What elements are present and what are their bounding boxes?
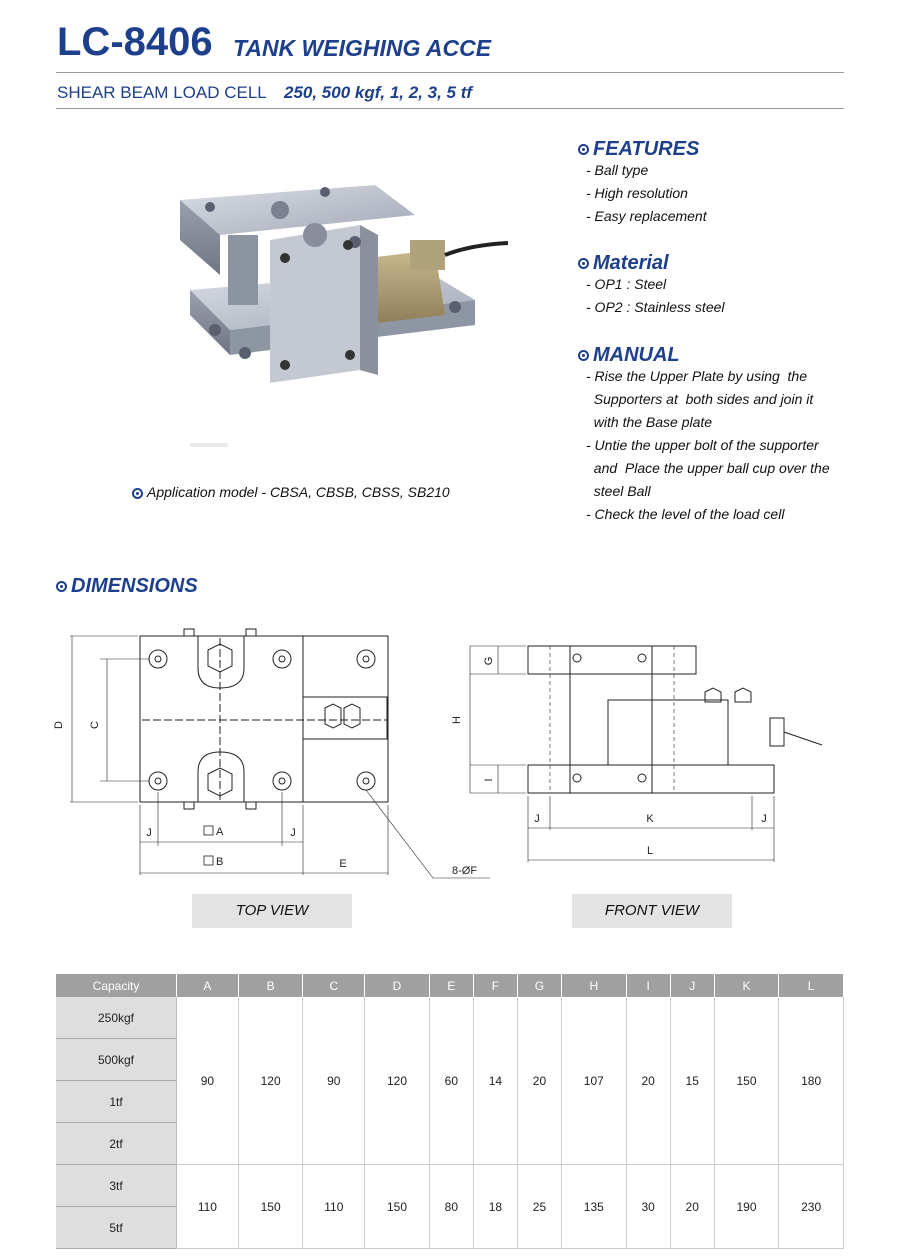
value-cell: 80 bbox=[429, 1165, 473, 1249]
value-cell: 120 bbox=[238, 997, 303, 1165]
list-item: - Check the level of the load cell bbox=[586, 506, 785, 522]
value-cell: 20 bbox=[626, 997, 670, 1165]
capacity-cell: 250kgf bbox=[56, 997, 177, 1039]
product-subtitle: TANK WEIGHING ACCE bbox=[233, 35, 492, 61]
product-type: SHEAR BEAM LOAD CELL bbox=[57, 83, 267, 102]
dim-label-k: K bbox=[646, 813, 654, 825]
dim-label-c: C bbox=[89, 721, 101, 729]
value-cell: 25 bbox=[517, 1165, 561, 1249]
front-view-label: FRONT VIEW bbox=[572, 894, 732, 928]
list-item: with the Base plate bbox=[586, 414, 713, 430]
dim-label-j: J bbox=[534, 813, 540, 825]
dimensions-title: DIMENSIONS bbox=[71, 575, 198, 597]
value-cell: 190 bbox=[714, 1165, 779, 1249]
value-cell: 90 bbox=[177, 997, 239, 1165]
divider-bottom bbox=[56, 108, 844, 109]
col-header: A bbox=[177, 974, 239, 997]
manual-list bbox=[586, 365, 830, 526]
col-header: G bbox=[517, 974, 561, 997]
value-cell: 107 bbox=[562, 997, 627, 1165]
dim-label-h: H bbox=[451, 716, 463, 724]
features-list bbox=[586, 159, 707, 228]
material-heading bbox=[578, 252, 669, 275]
value-cell: 110 bbox=[177, 1165, 239, 1249]
value-cell: 120 bbox=[365, 997, 430, 1165]
value-cell: 180 bbox=[779, 997, 844, 1165]
model-title: LC-8406 bbox=[57, 20, 213, 64]
capacity-cell: 2tf bbox=[56, 1123, 177, 1165]
capacity-cell: 3tf bbox=[56, 1165, 177, 1207]
col-header: Capacity bbox=[56, 974, 177, 997]
dim-label-b: B bbox=[216, 856, 224, 868]
list-item: and Place the upper ball cup over the bbox=[586, 460, 830, 476]
list-item: - Untie the upper bolt of the supporter bbox=[586, 437, 819, 453]
col-header: I bbox=[626, 974, 670, 997]
col-header: B bbox=[238, 974, 303, 997]
manual-title: MANUAL bbox=[593, 344, 680, 366]
list-item: - Ball type bbox=[586, 162, 649, 178]
features-heading bbox=[578, 138, 699, 161]
col-header: C bbox=[303, 974, 365, 997]
value-cell: 14 bbox=[473, 997, 517, 1165]
dim-label-g: G bbox=[483, 656, 495, 666]
features-title: FEATURES bbox=[593, 138, 700, 160]
value-cell: 60 bbox=[429, 997, 473, 1165]
table-header-row bbox=[56, 974, 844, 997]
capacity-cell: 500kgf bbox=[56, 1039, 177, 1081]
bullet-icon bbox=[578, 144, 589, 155]
value-cell: 20 bbox=[670, 1165, 714, 1249]
col-header: D bbox=[365, 974, 430, 997]
table-row bbox=[56, 997, 844, 1039]
bullet-icon bbox=[132, 488, 143, 499]
value-cell: 110 bbox=[303, 1165, 365, 1249]
col-header: H bbox=[562, 974, 627, 997]
product-photo bbox=[170, 165, 515, 465]
col-header: J bbox=[670, 974, 714, 997]
value-cell: 15 bbox=[670, 997, 714, 1165]
list-item: - OP2 : Stainless steel bbox=[586, 299, 725, 315]
capacity-range: 250, 500 kgf, 1, 2, 3, 5 tf bbox=[284, 83, 473, 102]
bullet-icon bbox=[56, 581, 67, 592]
dim-label-e: E bbox=[339, 858, 347, 870]
list-item: steel Ball bbox=[586, 483, 651, 499]
top-view-label: TOP VIEW bbox=[192, 894, 352, 928]
material-list bbox=[586, 273, 725, 319]
application-model bbox=[132, 484, 450, 500]
dim-label-i: I bbox=[483, 778, 495, 782]
list-item: - Easy replacement bbox=[586, 208, 707, 224]
bullet-icon bbox=[578, 350, 589, 361]
dim-label-j: J bbox=[146, 827, 152, 839]
dim-label-j: J bbox=[290, 827, 296, 839]
list-item: Supporters at both sides and join it bbox=[586, 391, 814, 407]
table-row bbox=[56, 1165, 844, 1207]
value-cell: 135 bbox=[562, 1165, 627, 1249]
spec-table bbox=[56, 974, 844, 1249]
top-view-drawing bbox=[50, 620, 510, 885]
list-item: - OP1 : Steel bbox=[586, 276, 667, 292]
front-view-drawing bbox=[450, 630, 830, 870]
manual-heading bbox=[578, 344, 680, 367]
value-cell: 30 bbox=[626, 1165, 670, 1249]
dim-label-a: A bbox=[216, 826, 224, 838]
capacity-cell: 5tf bbox=[56, 1207, 177, 1249]
dim-label-l: L bbox=[646, 845, 654, 857]
dimensions-heading bbox=[56, 575, 198, 598]
list-item: - Rise the Upper Plate by using the bbox=[586, 368, 808, 384]
col-header: K bbox=[714, 974, 779, 997]
value-cell: 90 bbox=[303, 997, 365, 1165]
col-header: E bbox=[429, 974, 473, 997]
dim-label-d: D bbox=[53, 721, 65, 729]
value-cell: 150 bbox=[365, 1165, 430, 1249]
divider-top bbox=[56, 72, 844, 73]
value-cell: 18 bbox=[473, 1165, 517, 1249]
capacity-cell: 1tf bbox=[56, 1081, 177, 1123]
value-cell: 150 bbox=[714, 997, 779, 1165]
col-header: L bbox=[779, 974, 844, 997]
value-cell: 20 bbox=[517, 997, 561, 1165]
value-cell: 150 bbox=[238, 1165, 303, 1249]
col-header: F bbox=[473, 974, 517, 997]
bullet-icon bbox=[578, 258, 589, 269]
dim-label-j: J bbox=[761, 813, 767, 825]
value-cell: 230 bbox=[779, 1165, 844, 1249]
application-model-text: Application model - CBSA, CBSB, CBSS, SB210 bbox=[147, 484, 450, 500]
material-title: Material bbox=[593, 252, 669, 274]
list-item: - High resolution bbox=[586, 185, 688, 201]
dim-label-f: 8-ØF bbox=[452, 865, 478, 877]
